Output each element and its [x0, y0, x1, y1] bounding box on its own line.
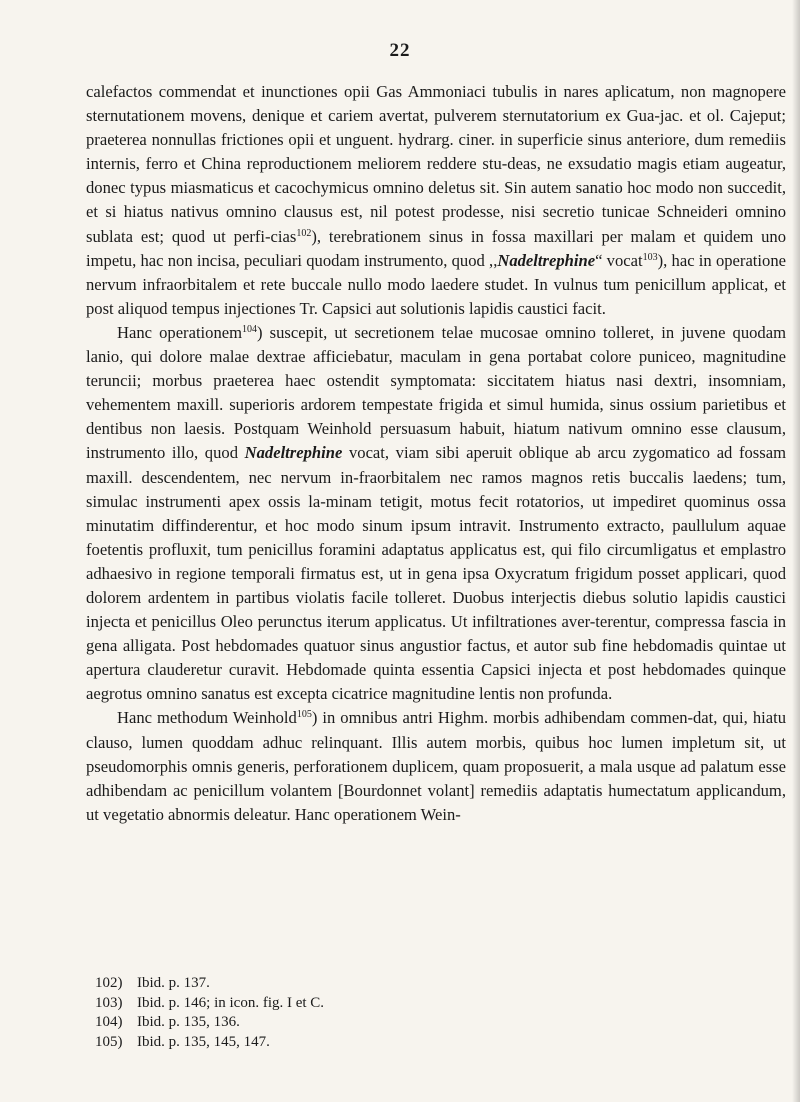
footnote-number: 102): [95, 975, 123, 991]
footnote: [95, 1013, 695, 1033]
emphasized-term: Nadeltrephine: [497, 250, 596, 270]
text-run: vocat, viam sibi aperuit oblique ab arcu zygomatico ad fossam maxill. descendentem, nec nervum in-fraorbitalem nec ramos magnos retis buccalis laedens; tum, simulac instrumenti apex ossis la-minam tetigit, motus fecit rotatorios, ut impediret quominus ossa minutatim diffinderentur, et hoc modo sinum ipsum intravit. Instrumento extracto, paullulum aquae foetentis profluxit, tum penicillus foramini adaptatus applicatus est, qui filo circumligatus et emplastro adhaesivo in regione temporali firmatus est, ut in gena ipsa Oxycratum frigidum posset applicari, quod dolorem ardentem in partibus violatis facile tolleret. Duobus interjectis diebus solutio lapidis caustici injecta et penicillus Oleo perunctus iterum applicatus. Ut infiltrationes aver-terentur, compressa fascia in gena alligata. Post hebdomades quatuor sinus angustior factus, et autor sub fine hebdomadis quintae ut apertura clauderetur curavit. Hebdomade quinta essentia Capsici injecta et post hebdomades quinque aegrotus omnino sanatus est excepta cicatrice magnitudine lentis non profunda.: [86, 443, 786, 704]
body-text: [86, 80, 786, 827]
page-edge-shadow: [792, 0, 800, 1102]
text-run: “ vocat: [595, 250, 643, 270]
footnote: [95, 974, 695, 994]
footnote-number: 104): [95, 1014, 123, 1030]
text-run: ), terebrationem sinus in fossa maxillari per malam et quidem uno impetu, hac non incisa, peculiari quodam instrumento, quod ,,: [86, 226, 786, 270]
footnote-number: 105): [95, 1033, 123, 1050]
paragraph: [86, 321, 786, 707]
footnote-text: Ibid. p. 135, 145, 147.: [137, 1033, 270, 1050]
footnote-text: Ibid. p. 137.: [137, 975, 210, 991]
footnote-text: Ibid. p. 146; in icon. fig. I et C.: [137, 994, 325, 1011]
footnote-number: 103): [95, 994, 123, 1011]
footnote-ref: 103: [642, 251, 658, 263]
text-run: ), hac in operatione nervum infraorbitalem et rete buccale nullo modo laedere studet. In vulnus tum penicillum applicat, et post aliquod tempus injectiones Tr. Capsici aut solutionis lapidis caustici facit.: [86, 250, 786, 318]
footnote-text: Ibid. p. 135, 136.: [137, 1014, 240, 1030]
footnote: [95, 994, 695, 1014]
text-run: calefactos commendat et inunctiones opii Gas Ammoniaci tubulis in nares aplicatum, non magnopere sternutationem movens, denique et cariem avertat, pulverem sternutatorium ex Gua-jac. et ol. Cajeput; praeterea nonnullas frictiones opii et unguent. hydrarg. ciner. in superficie sinus anteriore, dum remediis internis, ferro et China reproductionem meliorem reddere stu-deas, ne exsudatio magis etiam augeatur, donec typus miasmaticus et cacochymicus omnino deletus sit. Sin autem sanatio hoc modo non succedit, et si hiatus nativus omnino clausus est, nil potest prodesse, nisi secretio tunicae Schneideri omnino sublata est; quod ut perfi-cias: [86, 82, 786, 246]
footnotes: [95, 974, 695, 1052]
text-run: ) suscepit, ut secretionem telae mucosae omnino tolleret, in juvene quodam lanio, qui dolore malae dextrae afficiebatur, maculam in gena portabat colore puniceo, magnitudine teruncii; morbus praeterea haec ostendit symptomata: siccitatem hiatus nasi dextri, insomniam, vehementem maxill. superioris ardorem tempestate frigida et simul humida, sinus ossium parietibus et dentibus non laesis. Postquam Weinhold persuasum habuit, hiatum nativum omnino esse clausum, instrumento illo, quod: [86, 322, 786, 463]
paragraph: [86, 80, 786, 321]
paragraph: [86, 706, 786, 826]
footnote-ref: 105: [296, 709, 312, 721]
footnote-ref: 104: [242, 323, 258, 335]
text-run: ) in omnibus antri Highm. morbis adhibendam commen-dat, qui, hiatu clauso, lumen quoddam adhuc relinquant. Illis autem morbis, quibus hoc lumen impletum sit, ut pseudomorphis omnis generis, perforationem duplicem, quam proposuerit, a mala usque ad palatum esse adhibendam ac penicillum volantem [Bourdonnet volant] remediis adaptatis humectatum applicandum, ut vegetatio abnormis deleatur. Hanc operationem Wein-: [86, 708, 786, 824]
text-run: Hanc methodum Weinhold: [117, 708, 297, 728]
text-run: Hanc operationem: [117, 322, 243, 342]
footnote-ref: 102: [296, 227, 312, 239]
footnote: [95, 1033, 695, 1053]
page-number: 22: [389, 40, 411, 61]
emphasized-term: Nadeltrephine: [244, 443, 343, 463]
